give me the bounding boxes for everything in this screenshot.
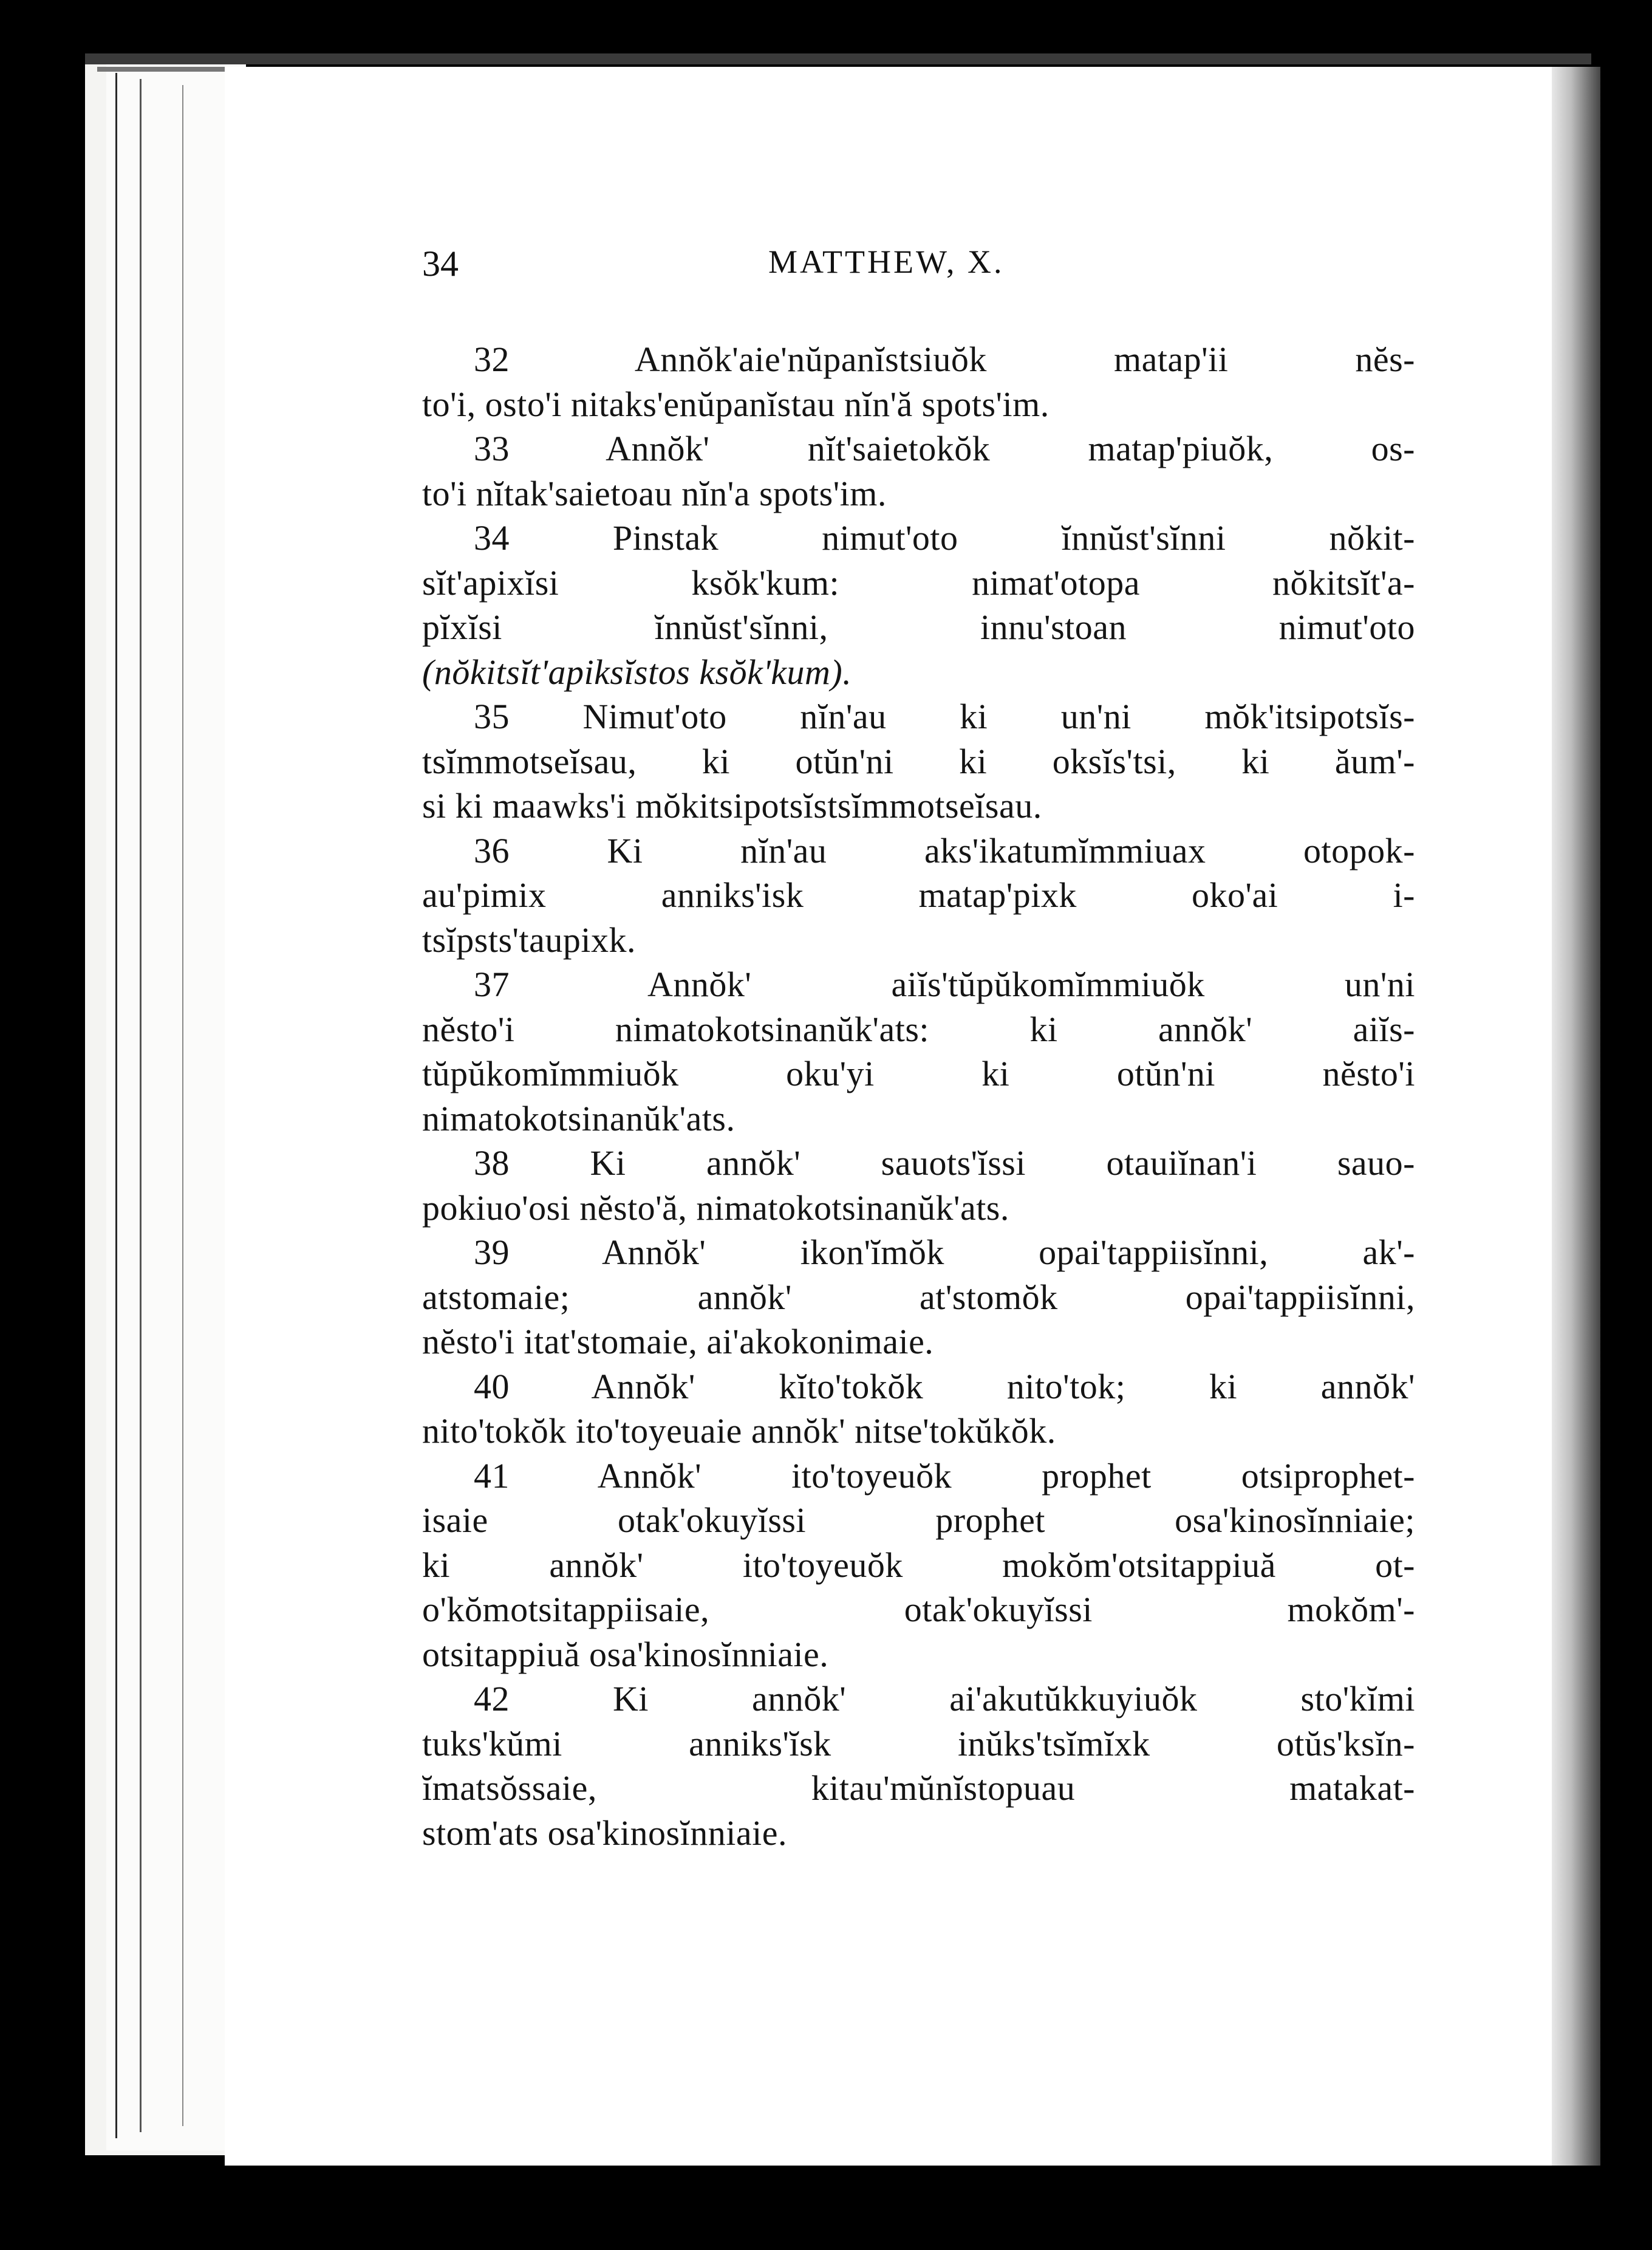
book-top-edge [85,53,1591,64]
text-line: stom'ats osa'kinosĭnniaie. [422,1813,787,1853]
text-line: 38 Ki annŏk' sauots'ĭssi otauiĭnan'i sauo- [474,1143,1415,1183]
text-line: 39 Annŏk' ikon'ĭmŏk opai'tappiisĭnni, ak'- [474,1233,1415,1272]
text-line: atstomaie; annŏk' at'stomŏk opai'tappiisĭnni, [422,1277,1415,1317]
text-line: nĕsto'i nimatokotsinanŭk'ats: ki annŏk' aiĭs- [422,1009,1415,1049]
text-line: ki annŏk' ito'toyeuŏk mokŏm'otsitappiuă ot- [422,1545,1415,1585]
text-line: 32 Annŏk'aie'nŭpanĭstsiuŏk matap'ii nĕs- [474,340,1415,379]
text-line: tuks'kŭmi anniks'ĭsk inŭks'tsĭmĭxk otŭs'ksĭn- [422,1723,1415,1763]
text-line: (nŏkitsĭt'apiksĭstos ksŏk'kum). [422,652,852,692]
text-line: 42 Ki annŏk' ai'akutŭkkuyiuŏk sto'kĭmi [474,1679,1415,1718]
text-line: otsitappiuă osa'kinosĭnniaie. [422,1634,829,1674]
text-line: pokiuo'osi nĕsto'ă, nimatokotsinanŭk'ats. [422,1188,1009,1228]
text-line: nĕsto'i itat'stomaie, ai'akokonimaie. [422,1322,934,1361]
verse-text [422,337,1415,1855]
text-line: pĭxĭsi ĭnnŭst'sĭnni, innu'stoan nimut'oto [422,607,1415,647]
text-line: nimatokotsinanŭk'ats. [422,1098,736,1138]
page-number: 34 [422,244,459,284]
text-line: au'pimix anniks'isk matap'pixk oko'ai i- [422,875,1415,915]
text-line: isaie otak'okuyĭssi prophet osa'kinosĭnniaie; [422,1500,1415,1540]
page-edge-line [115,73,117,2138]
page-gutter-shadow [1552,67,1600,2166]
text-line: 35 Nimut'oto nĭn'au ki un'ni mŏk'itsipotsĭs- [474,697,1415,736]
text-line: to'i, osto'i nitaks'enŭpanĭstau nĭn'ă spots'im. [422,384,1050,424]
text-line: tŭpŭkomĭmmiuŏk oku'yi ki otŭn'ni nĕsto'i [422,1054,1415,1093]
text-line: to'i nĭtak'saietoau nĭn'a spots'im. [422,473,887,513]
text-line: 36 Ki nĭn'au aks'ikatumĭmmiuax otopok- [474,830,1415,870]
text-line: nito'tokŏk ito'toyeuaie annŏk' nitse'tokŭkŏk. [422,1411,1056,1451]
text-line: 34 Pinstak nimut'oto ĭnnŭst'sĭnni nŏkit- [474,518,1415,558]
text-line: tsĭmmotseĭsau, ki otŭn'ni ki oksĭs'tsi, ki ăum'- [422,741,1415,781]
page-edge-line [182,85,183,2126]
text-line: o'kŏmotsitappiisaie, otak'okuyĭssi mokŏm'- [422,1590,1415,1629]
text-line: sĭt'apixĭsi ksŏk'kum: nimat'otopa nŏkitsĭt'a- [422,562,1415,603]
text-line: 41 Annŏk' ito'toyeuŏk prophet otsiprophet- [474,1455,1415,1496]
text-line: si ki maawks'i mŏkitsipotsĭstsĭmmotseĭsau. [422,786,1042,826]
text-line: 40 Annŏk' kĭto'tokŏk nito'tok; ki annŏk' [474,1366,1415,1406]
text-line: 33 Annŏk' nĭt'saietokŏk matap'piuŏk, os- [474,429,1415,468]
running-head [422,243,1169,298]
running-title: MATTHEW, X. [768,244,1005,280]
text-line: tsĭpsts'taupixk. [422,920,636,960]
text-line: 37 Annŏk' aiĭs'tŭpŭkomĭmmiuŏk un'ni [474,965,1415,1004]
page-edge-line [140,79,142,2132]
text-line: ĭmatsŏssaie, kitau'mŭnĭstopuau matakat- [422,1768,1415,1808]
